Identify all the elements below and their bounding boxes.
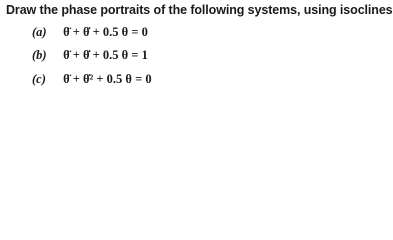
equation-text: θ̈ + θ̇² + 0.5 θ = 0 [63, 72, 152, 86]
item-label: (a) [32, 25, 47, 39]
equation-text: θ̈ + θ̇ + 0.5 θ = 1 [63, 48, 148, 62]
equation-item-b [32, 47, 148, 63]
equation-item-c [32, 71, 152, 87]
equation-text: θ̈ + θ̇ + 0.5 θ = 0 [63, 25, 148, 39]
item-label: (b) [32, 48, 47, 62]
equation-item-a [32, 24, 148, 40]
item-label: (c) [32, 72, 46, 86]
problem-statement: Draw the phase portraits of the following systems, using isoclines [6, 3, 393, 17]
document-page [0, 0, 393, 101]
